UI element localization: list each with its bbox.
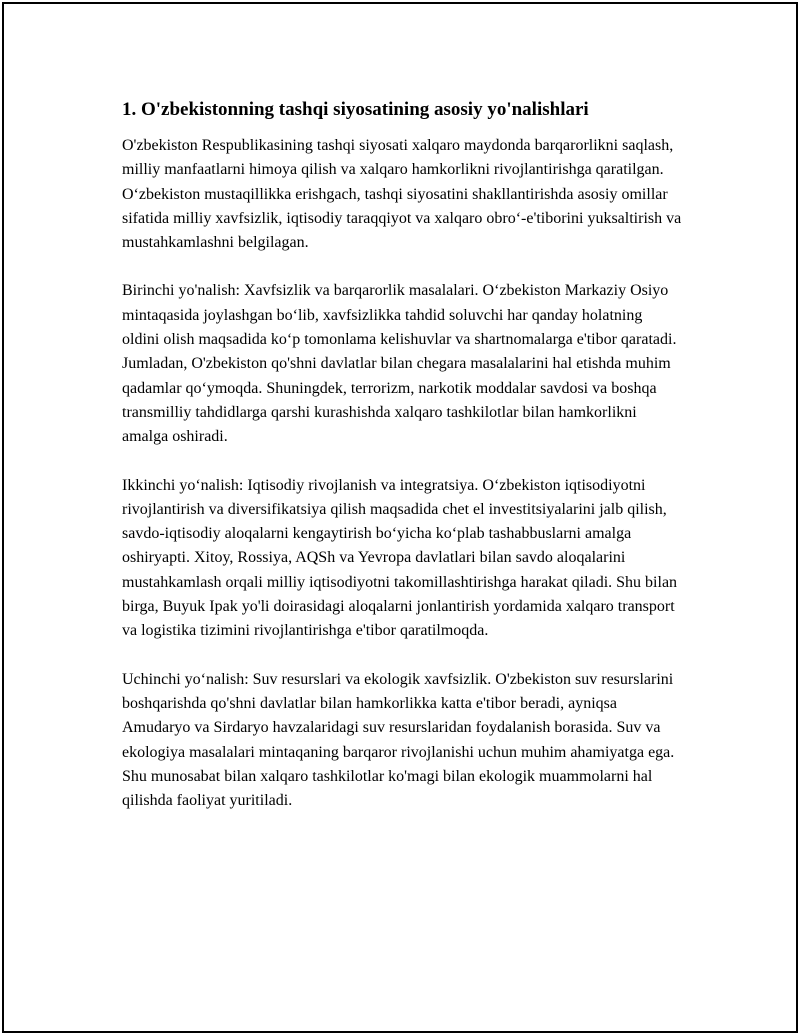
page-frame xyxy=(2,2,798,1033)
section-heading: 1. O'zbekistonning tashqi siyosatining asosiy yo'nalishlari xyxy=(122,99,589,120)
paragraph-economy: Ikkinchi yo‘nalish: Iqtisodiy rivojlanish va integratsiya. O‘zbekiston iqtisodiyotni rivojlantirish va diversifikatsiya qilish maqsadida chet el investitsiyalarini jalb qilish, savdo-iqtisodiy aloqalarni kengaytirish bo‘yicha ko‘plab tashabbuslarni amalga oshiryapti. Xitoy, Rossiya, AQSh va Yevropa davlatlari bilan savdo aloqalarini mustahkamlash orqali milliy iqtisodiyotni takomillashtirishga harakat qiladi. Shu bilan birga, Buyuk Ipak yo'li doirasidagi aloqalarni jonlantirish yordamida xalqaro transport va logistika tizimini rivojlantirishga e'tibor qaratilmoqda. xyxy=(122,476,678,640)
document-body xyxy=(122,96,682,837)
paragraph-intro: O'zbekiston Respublikasining tashqi siyosati xalqaro maydonda barqarorlikni saqlash, milliy manfaatlarni himoya qilish va xalqaro hamkorlikni rivojlantirishga qaratilgan. O‘zbekiston mustaqillikka erishgach, tashqi siyosatini shakllantirishda asosiy omillar sifatida milliy xavfsizlik, iqtisodiy taraqqiyot va xalqaro obro‘-e'tiborini yuksaltirish va mustahkamlashni belgilagan. xyxy=(122,137,682,252)
paragraph-security: Birinchi yo'nalish: Xavfsizlik va barqarorlik masalalari. O‘zbekiston Markaziy Osiyo mintaqasida joylashgan bo‘lib, xavfsizlikka tahdid soluvchi har qanday holatning oldini olish maqsadida ko‘p tomonlama kelishuvlar va shartnomalarga e'tibor qaratadi. Jumladan, O'zbekiston qo'shni davlatlar bilan chegara masalalarini hal etishda muhim qadamlar qo‘ymoqda. Shuningdek, terrorizm, narkotik moddalar savdosi va boshqa transmilliy tahdidlarga qarshi kurashishda xalqaro tashkilotlar bilan hamkorlikni amalga oshiradi. xyxy=(122,282,677,446)
paragraph-water-ecology: Uchinchi yo‘nalish: Suv resurslari va ekologik xavfsizlik. O'zbekiston suv resurslarini boshqarishda qo'shni davlatlar bilan hamkorlikka katta e'tibor beradi, ayniqsa Amudaryo va Sirdaryo havzalaridagi suv resurslaridan foydalanish borasida. Suv va ekologiya masalalari mintaqaning barqaror rivojlanishi uchun muhim ahamiyatga ega. Shu munosabat bilan xalqaro tashkilotlar ko'magi bilan ekologik muammolarni hal qilishda faoliyat yuritiladi. xyxy=(122,670,675,810)
